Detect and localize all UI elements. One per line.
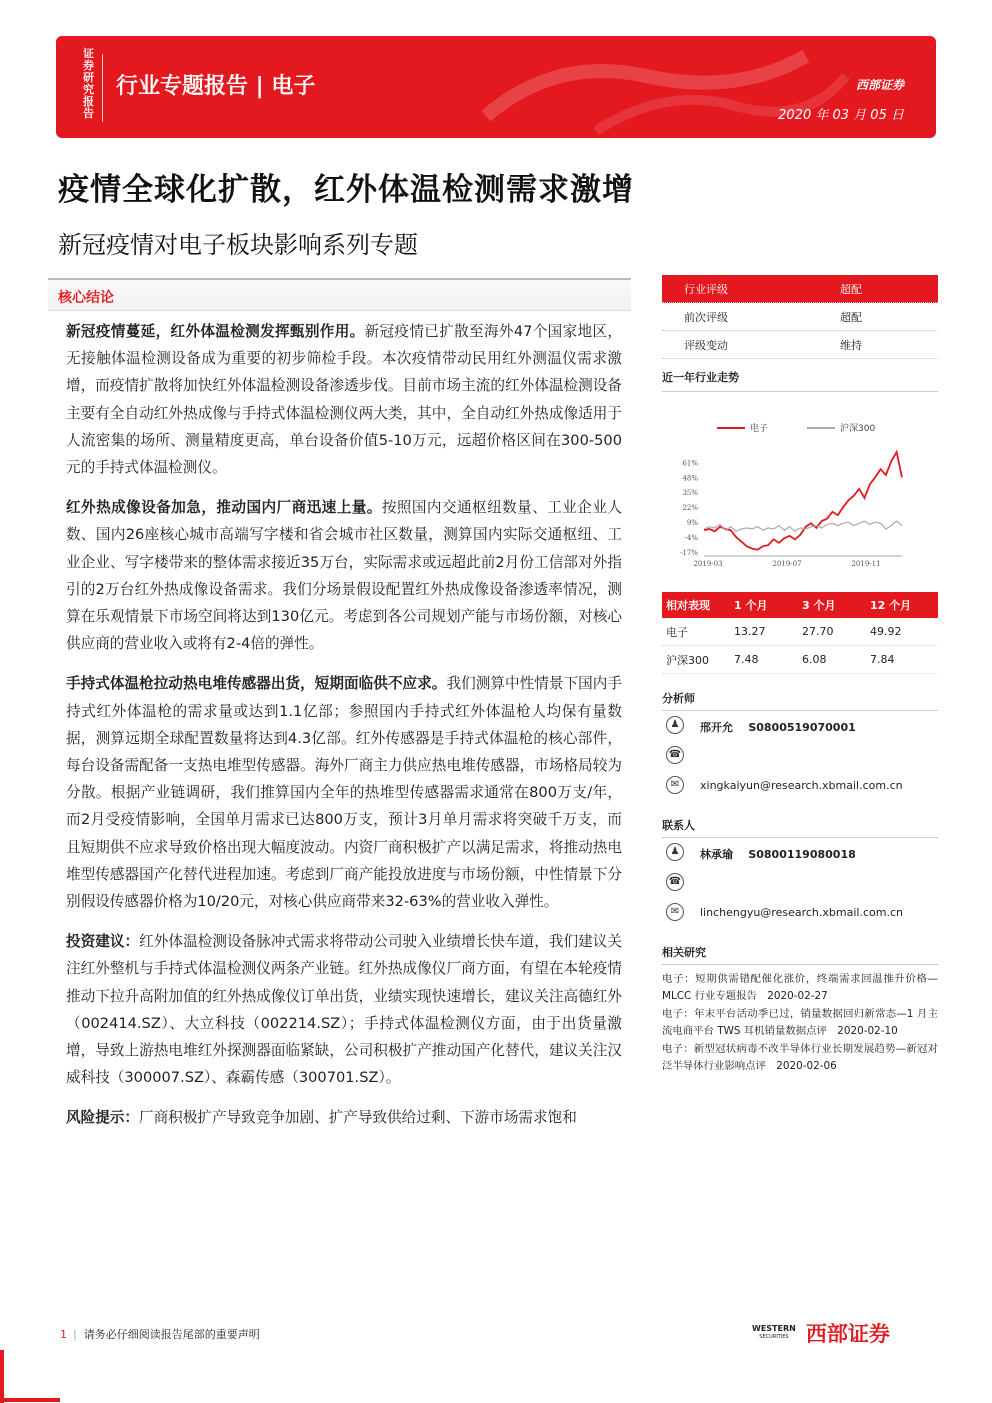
rating-value: 维持: [840, 338, 862, 352]
analyst-email-row: [662, 771, 938, 801]
trend-chart-svg: [662, 392, 938, 572]
logo-chinese: 西部证券: [805, 1322, 890, 1346]
paragraph-lead: 投资建议：: [66, 933, 140, 951]
report-subtitle: 新冠疫情对电子板块影响系列专题: [58, 231, 418, 259]
paragraph-text: 按照国内交通枢纽数量、工业企业人数、国内26座核心城市高端写字楼和省会城市社区数量，测算国内实际交通枢纽、工业企业、写字楼带来的整体需求接近35万台，实际需求或远超此前2月份工信部对外指引的2万台红外热成像设备需求。我们分场景假设配置红外热成像设备渗透率情况，测算在乐观情景下市场空间将达到130亿元。考虑到各公司规划产能与市场份额，对核心供应商的营业收入或将有2-4倍的弹性。: [66, 499, 622, 653]
person-icon: ♟: [666, 843, 684, 861]
contact-email-row: [662, 898, 938, 928]
trend-chart: [662, 392, 938, 572]
performance-table: [662, 592, 938, 674]
paragraph-lead: 红外热成像设备加急，推动国内厂商迅速上量。: [66, 499, 382, 517]
analyst-phone-row: [662, 741, 938, 771]
performance-cell: 沪深300: [666, 653, 709, 667]
report-type: 行业专题报告 | 电子: [116, 74, 316, 99]
paragraph: [66, 318, 622, 481]
paragraph-text: 新冠疫情已扩散至海外47个国家地区，无接触体温检测设备成为重要的初步筛检手段。本次疫情带动民用红外测温仪需求激增，而疫情扩散将加快红外体温检测设备渗透步伐。目前市场主流的红外体温检测设备主要有全自动红外热成像与手持式体温检测仪两大类，其中，全自动红外热成像适用于人流密集的场所、测量精度更高，单台设备价值5-10万元，远超价格区间在300-500元的手持式体温检测仪。: [66, 323, 622, 477]
corner-accent: [0, 1350, 4, 1403]
mail-icon: ✉: [666, 776, 684, 794]
legend-label: 沪深300: [840, 424, 876, 434]
trend-title: 近一年行业走势: [662, 369, 938, 392]
contact-email[interactable]: linchengyu@research.xbmail.com.cn: [700, 906, 903, 919]
performance-cell: 49.92: [870, 625, 902, 638]
performance-header-cell: 1 个月: [734, 599, 768, 612]
paragraph-lead: 新冠疫情蔓延，红外体温检测发挥甄别作用。: [66, 323, 365, 340]
analyst-email[interactable]: xingkaiyun@research.xbmail.com.cn: [700, 779, 903, 792]
body-column: [66, 318, 622, 1145]
x-tick-label: 2019-11: [851, 560, 881, 568]
performance-cell: 7.84: [870, 653, 895, 666]
performance-header-cell: 相对表现: [666, 599, 710, 612]
y-tick-label: 9%: [686, 519, 698, 528]
paragraph: [66, 494, 622, 657]
x-tick-label: 2019-07: [772, 560, 802, 568]
logo-english-line2: SECURITIES: [759, 1334, 789, 1340]
footer-divider: |: [73, 1328, 77, 1341]
paragraph-lead: 风险提示：: [66, 1109, 139, 1127]
performance-row: [662, 618, 938, 646]
analyst-title: 分析师: [662, 690, 938, 711]
paragraph-text: 红外体温检测设备脉冲式需求将带动公司驶入业绩增长快车道，我们建议关注红外整机与手持式体温检测仪两条产业链。红外热成像仪厂商方面，有望在本轮疫情推动下拉升高附加值的红外热成像仪订单出货，业绩实现快速增长，建议关注高德红外（002414.SZ）、大立科技（002214.SZ）；手持式体温检测仪方面，由于出货量激增，导致上游热电堆红外探测器面临紧缺，公司积极扩产推动国产化替代，建议关注汉威科技（300007.SZ）、森霸传感（300701.SZ）。: [66, 933, 622, 1087]
paragraph: [66, 670, 622, 915]
paragraph-text: 我们测算中性情景下国内手持式红外体温枪的需求量或达到1.1亿部；参照国内手持式红外体温枪人均保有量数据，测算远期全球配置数量将达到4.3亿部。红外传感器是手持式体温枪的核心部件，每台设备需配备一支热电堆型传感器。海外厂商主力供应热电堆传感器，市场格局较为分散。根据产业链调研，我们推算国内全年的热堆型传感器需求通常在800万支/年，而2月受疫情影响，全国单月需求已达800万支，预计3月单月需求将突破千万支，而且短期供不应求导致价格出现大幅度波动。内资厂商积极扩产以满足需求，将推动热电堆型传感器国产化替代进程加速。考虑到厂商产能投放进度与市场份额，中性情景下分别假设传感器价格为10/20元，对核心供应商带来32-63%的营业收入弹性。: [66, 675, 622, 911]
rating-value: 超配: [840, 310, 862, 324]
research-list: [662, 971, 938, 1075]
phone-icon: ☎: [666, 746, 684, 764]
mail-icon: ✉: [666, 903, 684, 921]
page-number: 1: [60, 1328, 67, 1341]
analyst-name: [700, 719, 856, 735]
phone-icon: ☎: [666, 873, 684, 891]
banner-divider: [102, 54, 103, 122]
report-title: 疫情全球化扩散，红外体温检测需求激增: [58, 172, 634, 208]
contact-name: [700, 846, 856, 862]
contact-name-text: 林承瑜: [700, 848, 733, 861]
rating-key: 前次评级: [684, 310, 728, 324]
footer-note: 请务必仔细阅读报告尾部的重要声明: [83, 1328, 260, 1341]
research-item[interactable]: 电子：年末平台活动季已过，销量数据回归新常态—1 月主流电商平台 TWS 耳机销量数据点评 2020-02-10: [662, 1008, 938, 1037]
performance-cell: 电子: [666, 625, 688, 639]
section-header: [48, 278, 631, 311]
performance-cell: 13.27: [734, 625, 766, 638]
analyst-id: S0800519070001: [748, 721, 856, 734]
banner-brand: 西部证券: [855, 78, 904, 92]
contact-title: 联系人: [662, 817, 938, 838]
logo-english: [752, 1324, 796, 1342]
y-tick-label: 61%: [682, 459, 698, 468]
report-date: 2020 年 03 月 05 日: [778, 108, 904, 123]
header-banner: [56, 36, 936, 138]
analyst-name-row: [662, 711, 938, 741]
y-tick-label: -17%: [680, 549, 698, 557]
performance-header: [662, 592, 938, 618]
research-item[interactable]: 电子：新型冠状病毒不改半导体行业长期发展趋势—新冠对泛半导体行业影响点评 2020-02-06: [662, 1043, 938, 1072]
research-title: 相关研究: [662, 944, 938, 965]
performance-cell: 7.48: [734, 653, 759, 666]
rating-key: 评级变动: [684, 338, 728, 352]
research-item[interactable]: 电子：短期供需错配催化涨价，终端需求回温推升价格—MLCC 行业专题报告 2020-02-27: [662, 973, 938, 1002]
paragraph: [66, 928, 622, 1091]
rating-key: 行业评级: [684, 282, 728, 296]
contact-id: S0800119080018: [748, 848, 856, 861]
footer: [60, 1326, 260, 1342]
corner-accent-bottom: [0, 1398, 60, 1402]
paragraph: [66, 1104, 622, 1131]
contact-name-row: [662, 838, 938, 868]
performance-cell: 6.08: [802, 653, 827, 666]
y-tick-label: 35%: [682, 489, 698, 498]
paragraph-lead: 手持式体温枪拉动热电堆传感器出货，短期面临供不应求。: [66, 675, 447, 693]
section-label: 核心结论: [58, 290, 114, 306]
y-tick-label: 48%: [682, 474, 698, 483]
logo-english-line1: WESTERN: [752, 1324, 796, 1333]
company-logo: [752, 1318, 890, 1348]
rating-row: [662, 331, 938, 359]
performance-header-cell: 12 个月: [870, 599, 912, 612]
performance-header-cell: 3 个月: [802, 599, 836, 612]
rating-table: [662, 275, 938, 359]
x-tick-label: 2019-03: [693, 560, 723, 568]
series-line: [704, 452, 902, 550]
rating-row: [662, 303, 938, 331]
y-tick-label: 22%: [682, 504, 698, 513]
sidebar: [662, 275, 938, 1076]
rating-row: [662, 275, 938, 303]
rating-value: 超配: [840, 282, 862, 296]
paragraph-text: 厂商积极扩产导致竞争加剧、扩产导致供给过剩、下游市场需求饱和: [138, 1109, 577, 1127]
legend-label: 电子: [750, 424, 769, 434]
contact-phone-row: [662, 868, 938, 898]
y-tick-label: -4%: [684, 534, 698, 543]
person-icon: ♟: [666, 716, 684, 734]
performance-row: [662, 646, 938, 674]
analyst-name-text: 邢开允: [700, 721, 733, 734]
vertical-label: 证券研究报告: [83, 47, 94, 120]
performance-cell: 27.70: [802, 625, 834, 638]
